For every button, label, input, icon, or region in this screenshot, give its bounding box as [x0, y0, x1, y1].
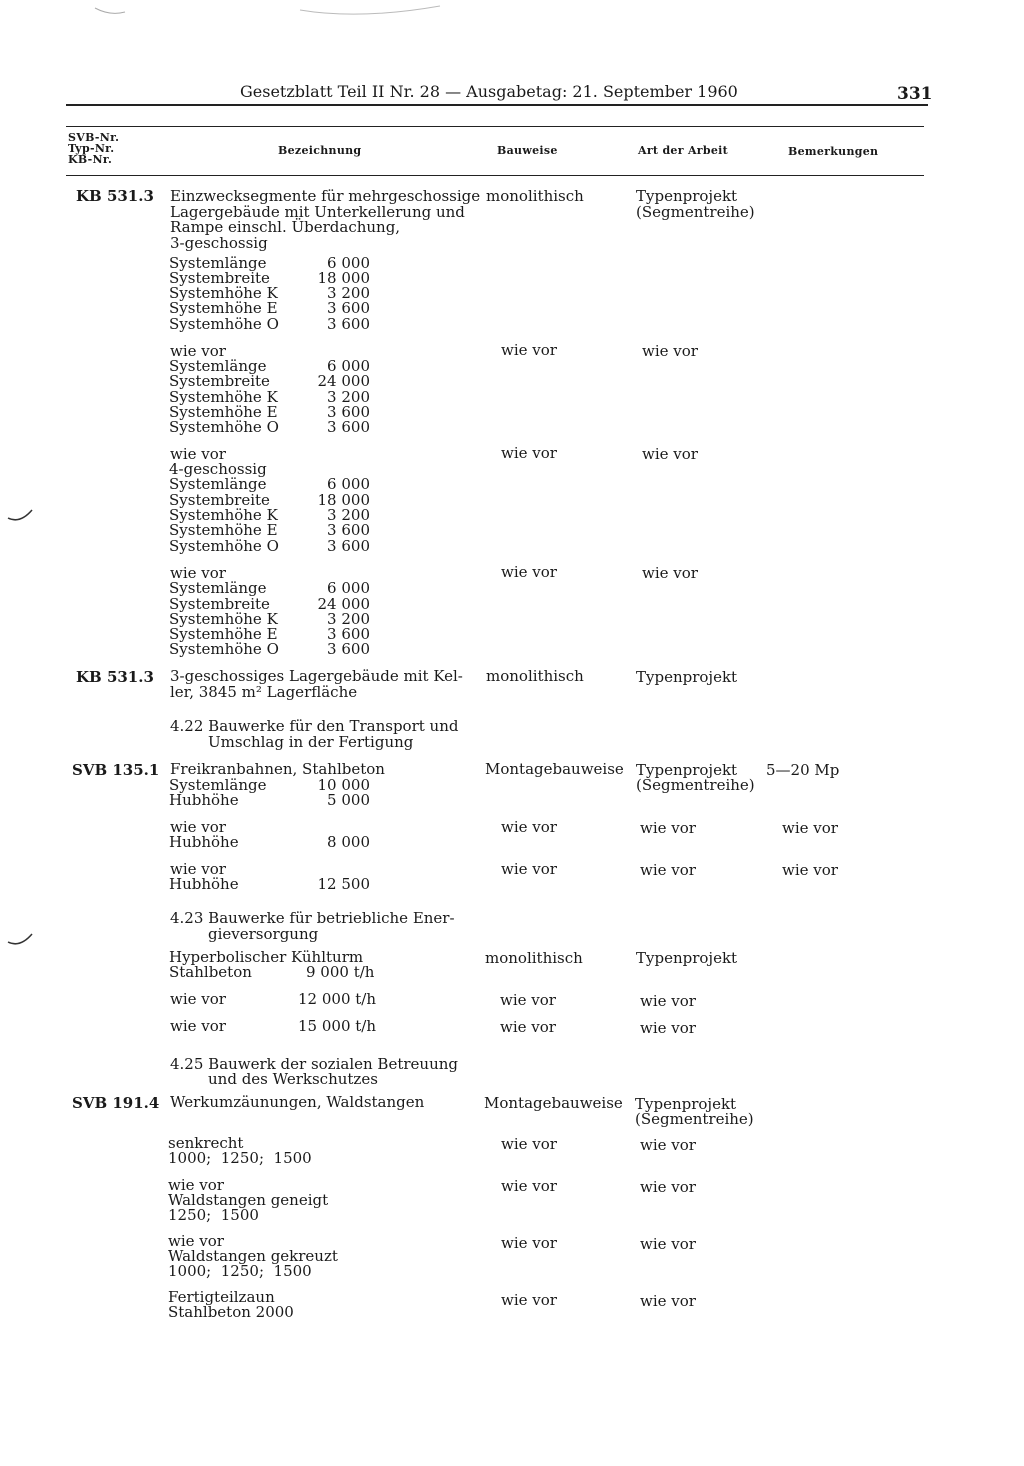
col-header-code-3: KB-Nr. [68, 153, 113, 166]
construction-cell: wie vor [501, 1291, 557, 1309]
param-label: Hubhöhe [169, 791, 239, 809]
param-value: 6 000 [327, 475, 370, 493]
section-heading: 4.22 Bauwerke für den Transport und [170, 717, 459, 735]
construction-cell: wie vor [501, 1234, 557, 1252]
wie-vor-text: wie vor [170, 990, 226, 1008]
entry-code: KB 531.3 [76, 668, 154, 686]
param-label: Systemlänge [169, 475, 267, 493]
param-label: Systemhöhe E [169, 403, 278, 421]
work-type-cell: Typenprojekt [635, 1095, 737, 1113]
remarks-cell: wie vor [782, 819, 838, 837]
param-value: 3 200 [327, 610, 370, 628]
param-value: 12 500 [317, 875, 370, 893]
work-type-cell: wie vor [640, 1019, 696, 1037]
section-heading: 4.25 Bauwerk der sozialen Betreuung [170, 1055, 458, 1073]
entry-description: Einzwecksegmente für mehrgeschossige [170, 187, 481, 205]
entry-description: Werkumzäunungen, Waldstangen [170, 1093, 425, 1111]
work-type-cell: (Segmentreihe) [636, 776, 755, 794]
param-label: Systemlänge [169, 776, 267, 794]
section-heading: Umschlag in der Fertigung [208, 733, 414, 751]
work-type-cell: wie vor [642, 445, 698, 463]
param-label: Systembreite [169, 491, 270, 509]
capacity-value: 15 000 t/h [298, 1017, 376, 1035]
entry-code: SVB 191.4 [72, 1094, 160, 1112]
param-label: Systemhöhe K [169, 610, 278, 628]
param-value: 3 600 [327, 521, 370, 539]
work-type-cell: wie vor [640, 819, 696, 837]
construction-cell: wie vor [501, 563, 557, 581]
variant-text: Fertigteilzaun [168, 1288, 275, 1306]
construction-cell: monolithisch [486, 187, 584, 205]
work-type-cell: wie vor [640, 861, 696, 879]
param-label: Systemhöhe O [169, 640, 279, 658]
work-type-cell: wie vor [642, 342, 698, 360]
entry-description: Lagergebäude mit Unterkellerung und [170, 203, 465, 221]
section-heading: und des Werkschutzes [208, 1070, 378, 1088]
work-type-cell: (Segmentreihe) [635, 1110, 754, 1128]
wie-vor-text: wie vor [170, 1017, 226, 1035]
wie-vor-text: wie vor [170, 818, 226, 836]
param-value: 3 600 [327, 537, 370, 555]
section-heading: gieversorgung [208, 925, 319, 943]
param-value: 3 600 [327, 315, 370, 333]
wie-vor-text: wie vor [170, 564, 226, 582]
construction-cell: wie vor [501, 1177, 557, 1195]
variant-values: 1000; 1250; 1500 [168, 1149, 312, 1167]
param-value: 24 000 [317, 595, 370, 613]
construction-cell: wie vor [501, 860, 557, 878]
work-type-cell: wie vor [640, 1178, 696, 1196]
param-label: Systembreite [169, 372, 270, 390]
param-label: Systemhöhe E [169, 299, 278, 317]
work-type-cell: wie vor [640, 992, 696, 1010]
remarks-cell: 5—20 Mp [766, 761, 840, 779]
construction-cell: wie vor [500, 991, 556, 1009]
param-label: Systembreite [169, 595, 270, 613]
col-header-construction: Bauweise [497, 144, 558, 157]
entry-description: ler, 3845 m² Lagerfläche [170, 683, 358, 701]
param-label: Systemhöhe O [169, 537, 279, 555]
param-value: 3 200 [327, 284, 370, 302]
param-value: 6 000 [327, 254, 370, 272]
work-type-cell: Typenprojekt [636, 949, 738, 967]
param-value: 6 000 [327, 357, 370, 375]
section-heading: 4.23 Bauwerke für betriebliche Ener- [170, 909, 455, 927]
entry-code: KB 531.3 [76, 187, 154, 205]
col-header-code-2: Typ-Nr. [68, 142, 115, 155]
param-value: 8 000 [327, 833, 370, 851]
param-value: 10 000 [317, 776, 370, 794]
param-value: 6 000 [327, 579, 370, 597]
work-type-cell: wie vor [640, 1235, 696, 1253]
param-value: 3 200 [327, 506, 370, 524]
param-label: Systemhöhe K [169, 284, 278, 302]
param-label: Systemlänge [169, 579, 267, 597]
param-value: 3 200 [327, 388, 370, 406]
param-label: Systemhöhe E [169, 625, 278, 643]
variant-text: Waldstangen geneigt [168, 1191, 329, 1209]
param-label: Hubhöhe [169, 833, 239, 851]
remarks-cell: wie vor [782, 861, 838, 879]
wie-vor-text: wie vor [168, 1176, 224, 1194]
wie-vor-text: wie vor [170, 445, 226, 463]
col-header-remarks: Bemerkungen [788, 145, 879, 158]
entry-description: Rampe einschl. Überdachung, [170, 218, 401, 236]
work-type-cell: Typenprojekt [636, 668, 738, 686]
construction-cell: wie vor [501, 1135, 557, 1153]
construction-cell: Montagebauweise [484, 1094, 623, 1112]
variant-values: 1000; 1250; 1500 [168, 1262, 312, 1280]
entry-description: Freikranbahnen, Stahlbeton [170, 760, 385, 778]
col-header-code-1: SVB-Nr. [68, 131, 120, 144]
variant-text: Waldstangen gekreuzt [168, 1247, 338, 1265]
param-value: 3 600 [327, 418, 370, 436]
work-type-cell: (Segmentreihe) [636, 203, 755, 221]
param-value: 3 600 [327, 640, 370, 658]
wie-vor-text: wie vor [170, 860, 226, 878]
entry-description: 3-geschossig [170, 234, 268, 252]
wie-vor-text: wie vor [168, 1232, 224, 1250]
param-value: 24 000 [317, 372, 370, 390]
param-label: Systemhöhe K [169, 506, 278, 524]
construction-cell: wie vor [500, 1018, 556, 1036]
work-type-cell: Typenprojekt [636, 761, 738, 779]
param-value: 18 000 [317, 269, 370, 287]
param-value: 3 600 [327, 403, 370, 421]
variant-text: senkrecht [168, 1134, 244, 1152]
col-header-designation: Bezeichnung [278, 144, 362, 157]
col-header-work-type: Art der Arbeit [638, 144, 729, 157]
param-label: Systemhöhe E [169, 521, 278, 539]
capacity-value: 9 000 t/h [306, 963, 375, 981]
variant-values: Stahlbeton 2000 [168, 1303, 294, 1321]
param-label: Systembreite [169, 269, 270, 287]
param-value: 18 000 [317, 491, 370, 509]
param-label: Hubhöhe [169, 875, 239, 893]
param-label: Systemlänge [169, 254, 267, 272]
param-label: Systemhöhe K [169, 388, 278, 406]
construction-cell: wie vor [501, 341, 557, 359]
entry-description: Hyperbolischer Kühlturm [169, 948, 364, 966]
entry-code: SVB 135.1 [72, 761, 160, 779]
construction-cell: monolithisch [486, 667, 584, 685]
construction-cell: wie vor [501, 818, 557, 836]
entry-subtitle: 4-geschossig [169, 460, 267, 478]
param-value: 3 600 [327, 299, 370, 317]
param-label: Systemlänge [169, 357, 267, 375]
construction-cell: wie vor [501, 444, 557, 462]
variant-values: 1250; 1500 [168, 1206, 259, 1224]
param-label: Systemhöhe O [169, 418, 279, 436]
entry-description: 3-geschossiges Lagergebäude mit Kel- [170, 667, 463, 685]
param-value: 5 000 [327, 791, 370, 809]
capacity-value: 12 000 t/h [298, 990, 376, 1008]
work-type-cell: wie vor [640, 1136, 696, 1154]
page-number: 331 [897, 84, 933, 104]
param-label: Systemhöhe O [169, 315, 279, 333]
entry-description: Stahlbeton [169, 963, 252, 981]
param-value: 3 600 [327, 625, 370, 643]
wie-vor-text: wie vor [170, 342, 226, 360]
construction-cell: Montagebauweise [485, 760, 624, 778]
work-type-cell: wie vor [642, 564, 698, 582]
work-type-cell: Typenprojekt [636, 187, 738, 205]
construction-cell: monolithisch [485, 949, 583, 967]
page-header-title: Gesetzblatt Teil II Nr. 28 — Ausgabetag: 21. September 1960 [240, 82, 738, 101]
work-type-cell: wie vor [640, 1292, 696, 1310]
